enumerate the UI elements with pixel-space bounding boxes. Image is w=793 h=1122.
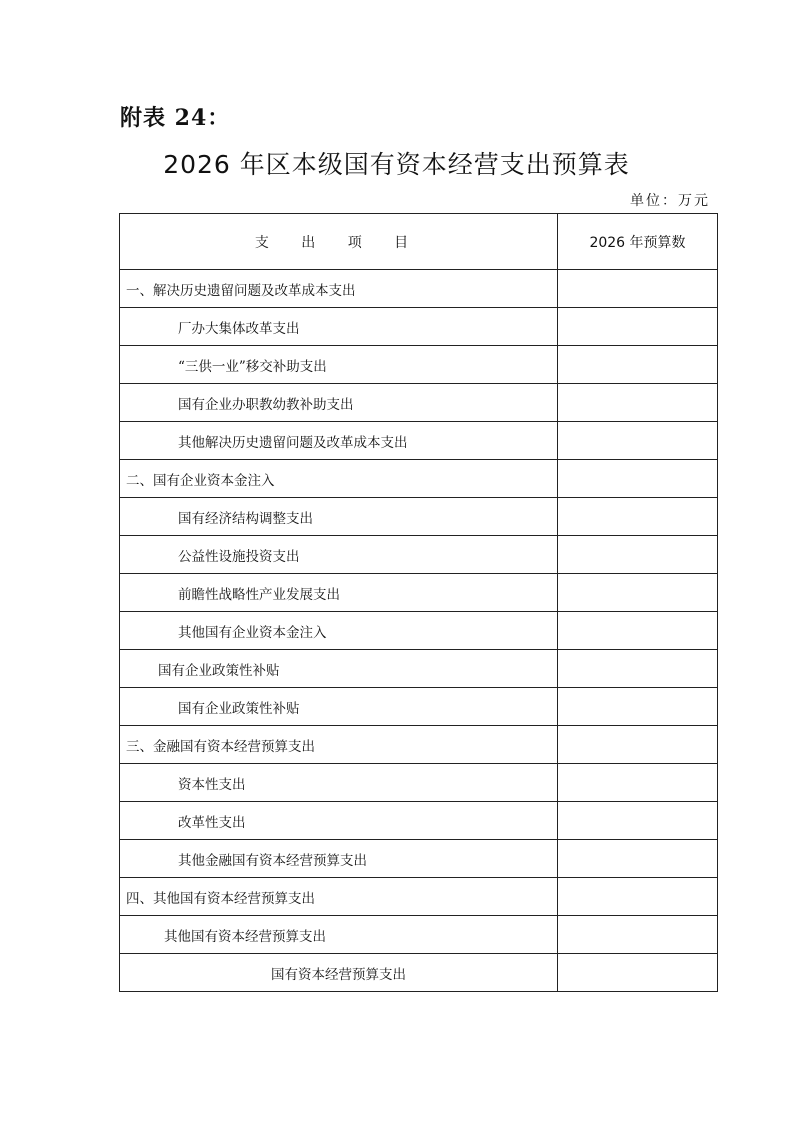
row-budget-value: [558, 650, 718, 688]
budget-table: [119, 213, 718, 992]
row-budget-value: [558, 498, 718, 536]
row-item-name: 其他国有资本经营预算支出: [120, 916, 558, 954]
column-header-budget: 2026 年预算数: [558, 214, 718, 270]
row-budget-value: [558, 726, 718, 764]
table-row: [120, 688, 718, 726]
table-row-total: [120, 954, 718, 992]
row-item-name: 公益性设施投资支出: [120, 536, 558, 574]
table-row: [120, 536, 718, 574]
table-row: [120, 802, 718, 840]
row-item-name: 国有资本经营预算支出: [120, 954, 558, 992]
row-item-name: 二、国有企业资本金注入: [120, 460, 558, 498]
row-item-name: 资本性支出: [120, 764, 558, 802]
row-item-name: 其他解决历史遗留问题及改革成本支出: [120, 422, 558, 460]
row-item-name: 国有经济结构调整支出: [120, 498, 558, 536]
table-row: [120, 460, 718, 498]
row-item-name: 其他国有企业资本金注入: [120, 612, 558, 650]
table-row: [120, 422, 718, 460]
row-budget-value: [558, 878, 718, 916]
row-item-name: 国有企业政策性补贴: [120, 650, 558, 688]
row-budget-value: [558, 308, 718, 346]
row-budget-value: [558, 346, 718, 384]
table-row: [120, 270, 718, 308]
row-item-name: 厂办大集体改革支出: [120, 308, 558, 346]
row-budget-value: [558, 422, 718, 460]
row-item-name: “三供一业”移交补助支出: [120, 346, 558, 384]
row-budget-value: [558, 460, 718, 498]
page-title: 2026 年区本级国有资本经营支出预算表: [163, 150, 630, 179]
table-header-row: [120, 214, 718, 270]
row-budget-value: [558, 954, 718, 992]
row-item-name: 四、其他国有资本经营预算支出: [120, 878, 558, 916]
row-budget-value: [558, 840, 718, 878]
table-row: [120, 650, 718, 688]
table-row: [120, 726, 718, 764]
table-row: [120, 612, 718, 650]
row-item-name: 一、解决历史遗留问题及改革成本支出: [120, 270, 558, 308]
table-row: [120, 498, 718, 536]
row-item-name: 前瞻性战略性产业发展支出: [120, 574, 558, 612]
table-row: [120, 346, 718, 384]
row-item-name: 国有企业政策性补贴: [120, 688, 558, 726]
table-row: [120, 308, 718, 346]
table-row: [120, 574, 718, 612]
row-item-name: 国有企业办职教幼教补助支出: [120, 384, 558, 422]
row-budget-value: [558, 688, 718, 726]
row-budget-value: [558, 536, 718, 574]
column-header-item: 支 出 项 目: [120, 214, 558, 270]
table-row: [120, 916, 718, 954]
table-row: [120, 878, 718, 916]
row-budget-value: [558, 612, 718, 650]
row-budget-value: [558, 764, 718, 802]
table-row: [120, 764, 718, 802]
row-budget-value: [558, 574, 718, 612]
annex-label: 附表 24：: [120, 105, 231, 131]
row-budget-value: [558, 802, 718, 840]
table-row: [120, 840, 718, 878]
row-item-name: 三、金融国有资本经营预算支出: [120, 726, 558, 764]
unit-label: 单位：万元: [630, 193, 710, 209]
row-item-name: 其他金融国有资本经营预算支出: [120, 840, 558, 878]
table-row: [120, 384, 718, 422]
row-budget-value: [558, 916, 718, 954]
row-budget-value: [558, 270, 718, 308]
row-budget-value: [558, 384, 718, 422]
row-item-name: 改革性支出: [120, 802, 558, 840]
